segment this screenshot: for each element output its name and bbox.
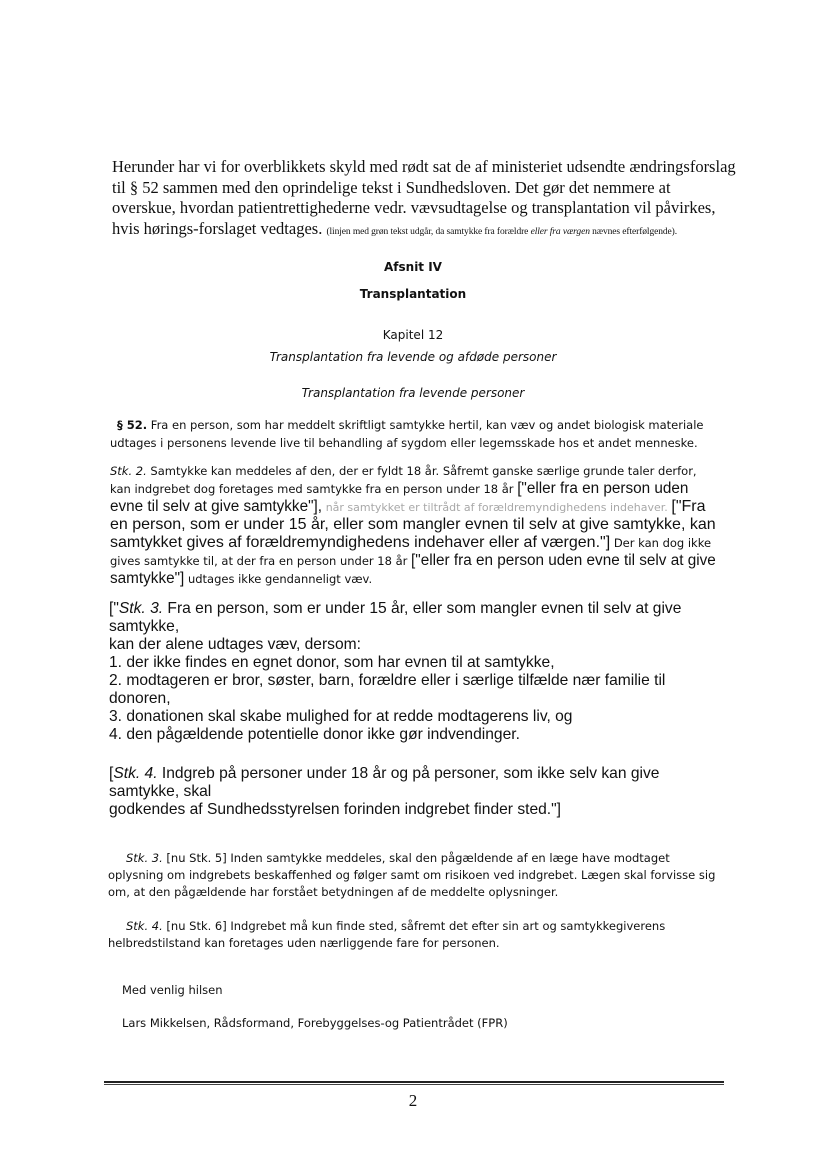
stk3-paragraph bbox=[108, 850, 720, 901]
stk2-removed-text: når samtykket er tiltrådt af forældremyndighedens indehaver. bbox=[325, 501, 668, 514]
intro-note-after: nævnes efterfølgende). bbox=[592, 226, 677, 237]
stk3-label: Stk. 3. bbox=[126, 851, 163, 865]
stk4-amendment bbox=[109, 765, 729, 819]
greeting: Med venlig hilsen bbox=[122, 983, 223, 997]
stk2-amendment-2: ["Fra en person, som er under 15 år, eller som mangler evnen til selv at give samtykke, kan samtykket gives af forældremyndighedens indehaver eller af værgen."] bbox=[110, 498, 716, 551]
stk3-amendment-text-1: Fra en person, som er under 15 år, eller som mangler evnen til selv at give samtykke, bbox=[109, 600, 682, 635]
chapter-title: Transplantation fra levende og afdøde personer bbox=[269, 350, 557, 364]
stk3-amendment-item-4: 4. den pågældende potentielle donor ikke gør indvendinger. bbox=[109, 726, 520, 743]
stk4-amendment-label: Stk. 4. bbox=[113, 765, 158, 782]
stk3-text: [nu Stk. 5] Inden samtykke meddeles, skal den pågældende af en læge have modtaget oplysning om indgrebets beskaffenhed og følger samt om risikoen ved indgrebet. Lægen skal forvisse sig om, at den pågældende har forstået betydningen af de meddelte oplysninger. bbox=[108, 851, 716, 899]
stk4-text: [nu Stk. 6] Indgrebet må kun finde sted, såfremt det efter sin art og samtykkegiverens helbredstilstand kan foretages uden nærliggende fare for personen. bbox=[108, 919, 666, 950]
stk4-amendment-line-1 bbox=[109, 765, 729, 801]
stk3-amendment-item-1: 1. der ikke findes en egnet donor, som har evnen til at samtykke, bbox=[109, 654, 555, 671]
footer-divider bbox=[104, 1081, 724, 1085]
stk2-paragraph bbox=[110, 463, 720, 588]
stk2-text-2: Der kan dog ikke gives samtykke til, at der fra en person under 18 år bbox=[110, 536, 712, 568]
intro-paragraph bbox=[112, 157, 737, 242]
paragraph-52-text: Fra en person, som har meddelt skriftligt samtykke hertil, kan væv og andet biologisk materiale udtages i personens levende live til behandling af sygdom eller legemsskade hos et andet menneske. bbox=[110, 418, 704, 450]
stk3-amendment-label: Stk. 3. bbox=[118, 600, 164, 617]
intro-text: Herunder har vi for overblikkets skyld med rødt sat de af ministeriet udsendte ændringsforslag til § 52 sammen med den oprindelige tekst i Sundhedsloven. Det gør det nemmere at overskue, hvordan patientrettighederne vedr. vævsudtagelse og transplantation vil påvirkes, hvis hørings-forslaget vedtages. bbox=[112, 157, 736, 238]
stk4-amendment-line-2: godkendes af Sundhedsstyrelsen forinden indgrebet finder sted."] bbox=[109, 801, 561, 818]
intro-note bbox=[326, 227, 677, 237]
stk4-paragraph bbox=[108, 918, 720, 952]
stk3-amendment bbox=[109, 600, 729, 744]
stk2-text-3: udtages ikke gendanneligt væv. bbox=[187, 572, 373, 586]
section-subtitle: Transplantation bbox=[359, 287, 467, 301]
stk3-amendment-item-2: 2. modtageren er bror, søster, barn, forældre eller i særlige tilfælde nær familie til donoren, bbox=[109, 672, 666, 707]
stk2-amendment-1: ["eller fra en person uden evne til selv at give samtykke"], bbox=[110, 480, 689, 515]
stk3-amendment-item-3: 3. donationen skal skabe mulighed for at redde modtagerens liv, og bbox=[109, 708, 573, 725]
stk3-amendment-line-2: kan der alene udtages væv, dersom: bbox=[109, 636, 361, 653]
stk3-amendment-line-1 bbox=[109, 600, 729, 636]
signature: Lars Mikkelsen, Rådsformand, Forebyggelses-og Patientrådet (FPR) bbox=[122, 1016, 508, 1030]
section-title: Afsnit IV bbox=[384, 260, 442, 274]
stk2-label: Stk. 2. bbox=[110, 464, 147, 478]
stk3-open-bracket: [" bbox=[109, 600, 119, 617]
paragraph-52 bbox=[110, 416, 720, 452]
stk4-label: Stk. 4. bbox=[126, 919, 163, 933]
chapter-heading: Kapitel 12 bbox=[382, 328, 444, 342]
stk2-amendment-3: ["eller fra en person uden evne til selv at give samtykke"] bbox=[110, 552, 716, 587]
page-number: 2 bbox=[408, 1091, 418, 1110]
stk4-amendment-text-1: Indgreb på personer under 18 år og på personer, som ikke selv kan give samtykke, skal bbox=[109, 765, 660, 800]
intro-note-italic: eller fra værgen bbox=[530, 226, 590, 237]
stk2-text-1: Samtykke kan meddeles af den, der er fyldt 18 år. Såfremt ganske særlige grunde taler derfor, kan indgrebet dog foretages med samtykke fra en person under 18 år bbox=[110, 464, 697, 496]
subheading: Transplantation fra levende personer bbox=[301, 386, 525, 400]
intro-note-before: (linjen med grøn tekst udgår, da samtykke fra forældre bbox=[326, 226, 529, 237]
stk4-open-bracket: [ bbox=[109, 765, 114, 782]
paragraph-number: § 52. bbox=[117, 418, 148, 432]
